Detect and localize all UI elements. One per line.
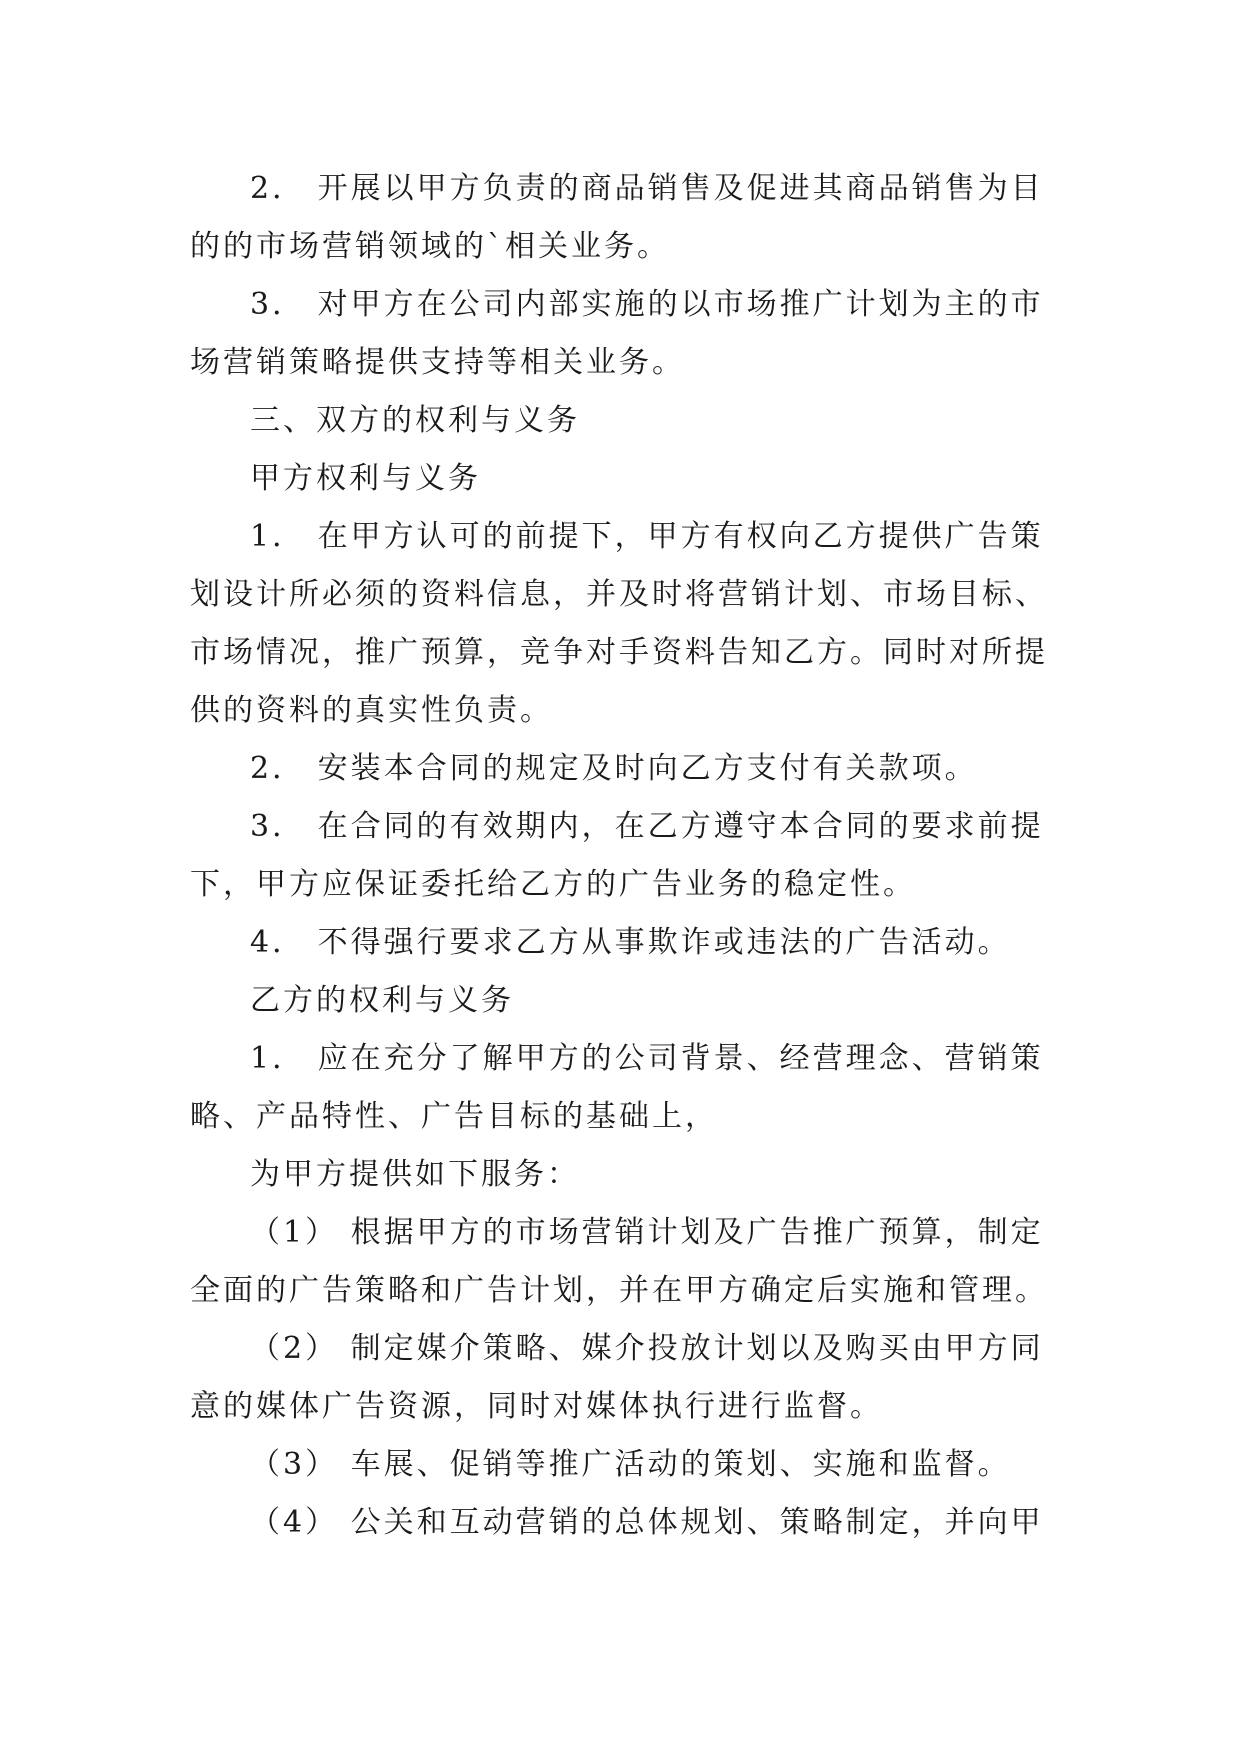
subheading-party-b: 乙方的权利与义务 [250,983,514,1018]
service-item-1: （1） 根据甲方的市场营销计划及广告推广预算，制定全面的广告策略和广告计划，并在甲方确定后实施和管理。 [190,1215,1048,1308]
service-item-2: （2） 制定媒介策略、媒介投放计划以及购买由甲方同意的媒体广告资源，同时对媒体执行进行监督。 [190,1331,1044,1424]
party-b-services-intro: 为甲方提供如下服务： [250,1157,580,1192]
paragraph-item-3: 3． 对甲方在公司内部实施的以市场推广计划为主的市场营销策略提供支持等相关业务。 [190,287,1044,380]
section-heading-rights-obligations: 三、双方的权利与义务 [250,403,580,438]
party-a-item-2: 2． 安装本合同的规定及时向乙方支付有关款项。 [250,751,978,786]
party-a-item-3: 3． 在合同的有效期内，在乙方遵守本合同的要求前提下，甲方应保证委托给乙方的广告业务的稳定性。 [190,809,1044,902]
party-a-item-1: 1． 在甲方认可的前提下，甲方有权向乙方提供广告策划设计所必须的资料信息，并及时将营销计划、市场目标、市场情况，推广预算，竞争对手资料告知乙方。同时对所提供的资料的真实性负责。 [190,519,1048,728]
service-item-4: （4） 公关和互动营销的总体规划、策略制定，并向甲 [250,1505,1044,1540]
party-a-item-4: 4． 不得强行要求乙方从事欺诈或违法的广告活动。 [250,925,1011,960]
subheading-party-a: 甲方权利与义务 [250,461,481,496]
paragraph-item-2: 2． 开展以甲方负责的商品销售及促进其商品销售为目的的市场营销领域的`相关业务。 [190,171,1044,264]
service-item-3: （3） 车展、促销等推广活动的策划、实施和监督。 [250,1447,1011,1482]
document-body [190,160,1050,1552]
party-b-item-1: 1． 应在充分了解甲方的公司背景、经营理念、营销策略、产品特性、广告目标的基础上， [190,1041,1044,1134]
